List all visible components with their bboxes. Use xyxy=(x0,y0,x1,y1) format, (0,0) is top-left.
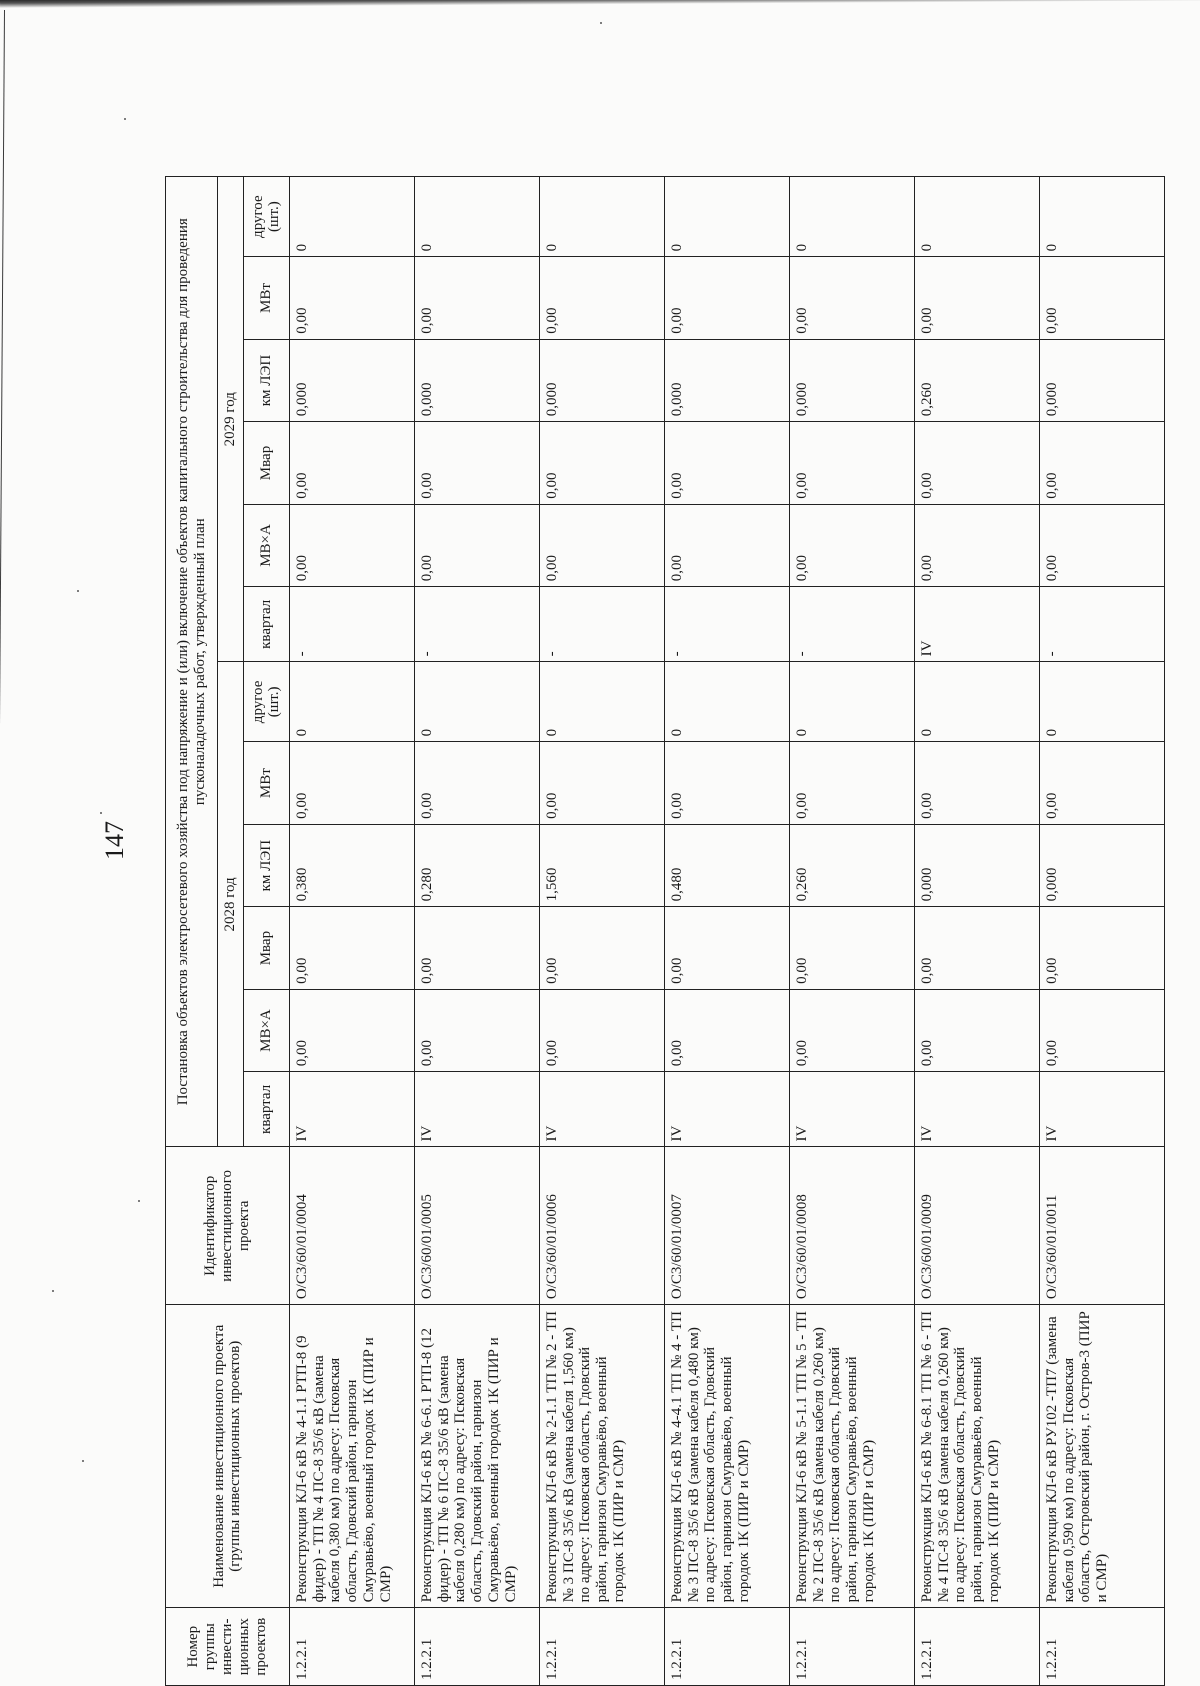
row-2028-value: 0,480 xyxy=(664,824,789,906)
row-2029-value: 0,00 xyxy=(539,504,664,586)
row-2029-value: 0 xyxy=(914,177,1039,257)
row-2028-value: 0 xyxy=(914,662,1039,742)
row-2028-value: IV xyxy=(289,1072,414,1147)
row-2029-value: 0 xyxy=(539,177,664,257)
row-2029-value: 0 xyxy=(414,177,539,257)
row-2029-value: 0,00 xyxy=(414,257,539,339)
row-2028-value: 0,00 xyxy=(914,742,1039,824)
row-2028-value: 0,00 xyxy=(1039,742,1164,824)
header-sub-2028-3: км ЛЭП xyxy=(243,824,289,906)
row-2028-value: 0,00 xyxy=(539,989,664,1071)
row-group-number: 1.2.2.1 xyxy=(289,1608,414,1686)
header-sub-2029-5: другое (шт.) xyxy=(243,177,289,257)
row-2029-value: 0 xyxy=(289,177,414,257)
header-sub-2029-4: МВт xyxy=(243,257,289,339)
table-body xyxy=(289,177,1164,1686)
header-sub-2029-2: Мвар xyxy=(243,422,289,504)
row-group-number: 1.2.2.1 xyxy=(789,1608,914,1686)
row-2029-value: 0,00 xyxy=(289,257,414,339)
row-2029-value: 0,00 xyxy=(914,504,1039,586)
header-sub-2028-0: квартал xyxy=(243,1072,289,1147)
table-row xyxy=(414,177,539,1686)
row-2029-value: 0,00 xyxy=(914,422,1039,504)
row-2029-value: 0,00 xyxy=(289,504,414,586)
table-row xyxy=(789,177,914,1686)
header-sub-2029-3: км ЛЭП xyxy=(243,339,289,421)
scan-left-edge xyxy=(0,10,5,1686)
row-2029-value: 0 xyxy=(789,177,914,257)
row-2029-value: 0,00 xyxy=(289,422,414,504)
investment-table xyxy=(165,176,1165,1686)
row-2029-value: 0,00 xyxy=(664,504,789,586)
row-2029-value: 0,00 xyxy=(539,422,664,504)
row-project-id: O/C3/60/01/0011 xyxy=(1039,1147,1164,1305)
header-sub-2028-2: Мвар xyxy=(243,907,289,989)
row-2029-value: 0,000 xyxy=(539,339,664,421)
table-row xyxy=(539,177,664,1686)
row-project-name: Реконструкция КЛ-6 кВ № 4-1.1 РТП-8 (9 фидер) - ТП № 4 ПС-8 35/6 кВ (замена кабеля 0,380 км) по адресу: Псковская область, Гдовский район, гарнизон Смуравьёво, военный городок 1К (ПИР и СМР) xyxy=(289,1305,414,1608)
header-commissioning-plan: Постановка объектов электросетевого хозяйства под напряжение и (или) включение объектов капитального строительства для проведения пусконаладочных работ, утвержденный план xyxy=(166,177,218,1147)
row-2028-value: 1,560 xyxy=(539,824,664,906)
row-2028-value: 0,00 xyxy=(414,989,539,1071)
row-2028-value: 0 xyxy=(664,662,789,742)
row-2029-value: 0,00 xyxy=(1039,257,1164,339)
header-sub-2029-0: квартал xyxy=(243,587,289,662)
scan-speck xyxy=(138,1200,140,1202)
rotated-table-sheet xyxy=(165,176,1165,1686)
scan-speck xyxy=(124,118,126,120)
row-2029-value: - xyxy=(789,587,914,662)
row-project-name: Реконструкция КЛ-6 кВ № 2-1.1 ТП № 2 - ТП № 3 ПС-8 35/6 кВ (замена кабеля 1,560 км) по адресу: Псковская область, Гдовский район, гарнизон Смуравьёво, военный городок 1К (ПИР и СМР) xyxy=(539,1305,664,1608)
row-2028-value: 0,260 xyxy=(789,824,914,906)
row-2029-value: 0,00 xyxy=(664,257,789,339)
row-2028-value: 0,280 xyxy=(414,824,539,906)
row-2029-value: 0,00 xyxy=(789,504,914,586)
row-2028-value: 0,000 xyxy=(1039,824,1164,906)
row-project-id: O/C3/60/01/0004 xyxy=(289,1147,414,1305)
row-2028-value: 0 xyxy=(1039,662,1164,742)
scan-speck xyxy=(600,22,602,24)
header-year-2028: 2028 год xyxy=(218,662,244,1147)
row-2028-value: 0 xyxy=(789,662,914,742)
row-2029-value: 0,00 xyxy=(664,422,789,504)
row-2029-value: - xyxy=(664,587,789,662)
row-2028-value: IV xyxy=(1039,1072,1164,1147)
row-2029-value: 0,000 xyxy=(664,339,789,421)
row-group-number: 1.2.2.1 xyxy=(414,1608,539,1686)
row-2029-value: - xyxy=(1039,587,1164,662)
row-2028-value: 0,00 xyxy=(914,989,1039,1071)
row-project-name: Реконструкция КЛ-6 кВ РУ102 -ТП7 (замена кабеля 0,590 км) по адресу: Псковская область, Островский район, г. Остров-3 (ПИР и СМР) xyxy=(1039,1305,1164,1608)
row-2029-value: - xyxy=(414,587,539,662)
row-2028-value: 0 xyxy=(414,662,539,742)
table-row xyxy=(914,177,1039,1686)
row-project-id: O/C3/60/01/0005 xyxy=(414,1147,539,1305)
row-2029-value: - xyxy=(539,587,664,662)
header-project-name: Наименование инвестиционного проекта (группы инвестиционных проектов) xyxy=(166,1305,290,1608)
row-2029-value: 0,000 xyxy=(289,339,414,421)
row-group-number: 1.2.2.1 xyxy=(1039,1608,1164,1686)
scan-speck xyxy=(82,1460,84,1462)
scan-speck xyxy=(52,1290,54,1292)
row-2028-value: 0,00 xyxy=(1039,907,1164,989)
row-2028-value: IV xyxy=(414,1072,539,1147)
row-project-name: Реконструкция КЛ-6 кВ № 6-8.1 ТП № 6 - ТП № 4 ПС-8 35/6 кВ (замена кабеля 0,260 км) по адресу: Псковская область, Гдовский район, гарнизон Смуравьёво, военный городок 1К (ПИР и СМР) xyxy=(914,1305,1039,1608)
row-2028-value: IV xyxy=(539,1072,664,1147)
row-2028-value: 0,00 xyxy=(789,742,914,824)
row-2028-value: 0,380 xyxy=(289,824,414,906)
header-sub-2028-5: другое (шт.) xyxy=(243,662,289,742)
row-project-id: O/C3/60/01/0007 xyxy=(664,1147,789,1305)
scan-top-edge xyxy=(0,0,1200,8)
table-row xyxy=(289,177,414,1686)
table-row xyxy=(1039,177,1164,1686)
row-2028-value: 0 xyxy=(289,662,414,742)
row-2028-value: 0,00 xyxy=(414,742,539,824)
row-group-number: 1.2.2.1 xyxy=(914,1608,1039,1686)
row-2029-value: 0,00 xyxy=(789,257,914,339)
row-2028-value: IV xyxy=(664,1072,789,1147)
row-2029-value: 0,00 xyxy=(414,504,539,586)
row-2028-value: 0,00 xyxy=(539,907,664,989)
row-2029-value: 0 xyxy=(1039,177,1164,257)
row-2028-value: 0,00 xyxy=(289,742,414,824)
row-group-number: 1.2.2.1 xyxy=(539,1608,664,1686)
row-group-number: 1.2.2.1 xyxy=(664,1608,789,1686)
row-2028-value: 0,00 xyxy=(664,742,789,824)
row-2028-value: IV xyxy=(914,1072,1039,1147)
row-2028-value: 0,000 xyxy=(914,824,1039,906)
row-project-id: O/C3/60/01/0009 xyxy=(914,1147,1039,1305)
row-project-name: Реконструкция КЛ-6 кВ № 5-1.1 ТП № 5 - ТП № 2 ПС-8 35/6 кВ (замена кабеля 0,260 км) по адресу: Псковская область, Гдовский район, гарнизон Смуравьёво, военный городок 1К (ПИР и СМР) xyxy=(789,1305,914,1608)
row-2028-value: 0 xyxy=(539,662,664,742)
row-2029-value: 0 xyxy=(664,177,789,257)
row-2028-value: 0,00 xyxy=(664,907,789,989)
header-project-id: Идентификатор инвестиционного проекта xyxy=(166,1147,290,1305)
row-2028-value: 0,00 xyxy=(289,989,414,1071)
scan-speck xyxy=(77,590,79,592)
row-2029-value: IV xyxy=(914,587,1039,662)
row-project-name: Реконструкция КЛ-6 кВ № 4-4.1 ТП № 4 - ТП № 3 ПС-8 35/6 кВ (замена кабеля 0,480 км) по адресу: Псковская область, Гдовский район, гарнизон Смуравьёво, военный городок 1К (ПИР и СМР) xyxy=(664,1305,789,1608)
row-2029-value: 0,00 xyxy=(539,257,664,339)
row-2029-value: 0,00 xyxy=(914,257,1039,339)
header-group-number: Номер группы инвести-ционных проектов xyxy=(166,1608,290,1686)
row-2029-value: 0,000 xyxy=(414,339,539,421)
row-2029-value: 0,000 xyxy=(1039,339,1164,421)
header-sub-2028-4: МВт xyxy=(243,742,289,824)
row-project-id: O/C3/60/01/0008 xyxy=(789,1147,914,1305)
row-2028-value: 0,00 xyxy=(664,989,789,1071)
row-2029-value: 0,260 xyxy=(914,339,1039,421)
row-2029-value: 0,00 xyxy=(1039,504,1164,586)
row-2028-value: 0,00 xyxy=(789,989,914,1071)
table-row xyxy=(664,177,789,1686)
row-2028-value: 0,00 xyxy=(914,907,1039,989)
scan-speck xyxy=(100,812,102,814)
row-project-name: Реконструкция КЛ-6 кВ № 6-6.1 РТП-8 (12 фидер) - ТП № 6 ПС-8 35/6 кВ (замена кабеля 0,280 км) по адресу: Псковская область, Гдовский район, гарнизон Смуравьёво, военный городок 1К (ПИР и СМР) xyxy=(414,1305,539,1608)
row-2028-value: 0,00 xyxy=(789,907,914,989)
header-sub-2029-1: МВ×А xyxy=(243,504,289,586)
row-2028-value: 0,00 xyxy=(539,742,664,824)
row-project-id: O/C3/60/01/0006 xyxy=(539,1147,664,1305)
row-2029-value: 0,00 xyxy=(789,422,914,504)
row-2029-value: 0,00 xyxy=(414,422,539,504)
row-2028-value: 0,00 xyxy=(1039,989,1164,1071)
row-2028-value: IV xyxy=(789,1072,914,1147)
row-2028-value: 0,00 xyxy=(289,907,414,989)
row-2029-value: - xyxy=(289,587,414,662)
row-2029-value: 0,00 xyxy=(1039,422,1164,504)
row-2029-value: 0,000 xyxy=(789,339,914,421)
page-number: 147 xyxy=(100,821,129,860)
row-2028-value: 0,00 xyxy=(414,907,539,989)
header-sub-2028-1: МВ×А xyxy=(243,989,289,1071)
header-year-2029: 2029 год xyxy=(218,177,244,662)
